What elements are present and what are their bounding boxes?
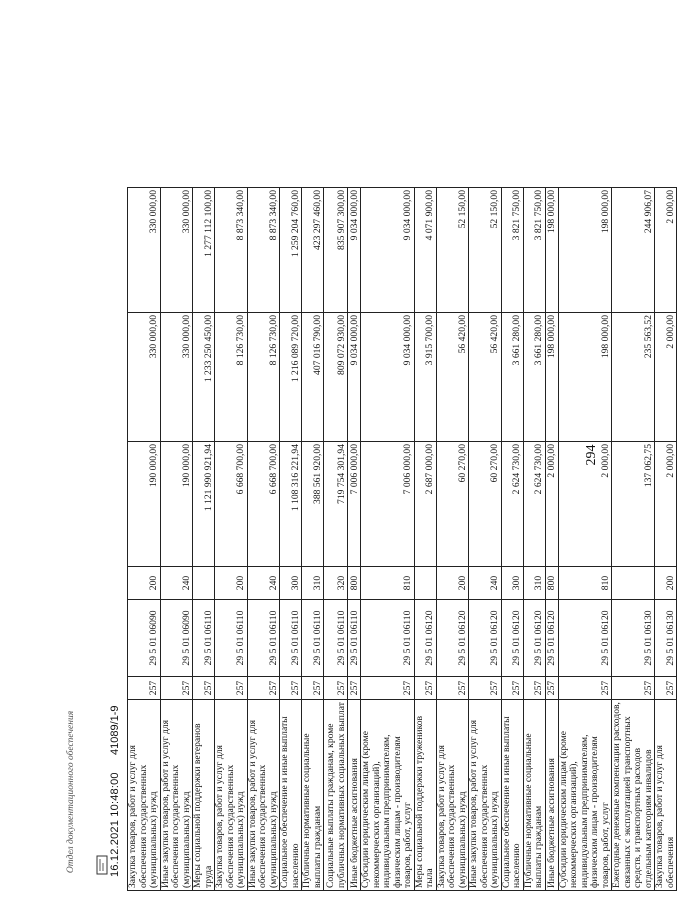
row-vr-cell xyxy=(324,567,348,600)
row-vr-text: 310 xyxy=(533,575,544,591)
row-code-text: 257 xyxy=(511,680,522,696)
row-code-text: 257 xyxy=(180,680,192,696)
row-amount-2023-text: 1 233 250 450,00 xyxy=(202,315,214,383)
row-code-cell xyxy=(523,677,545,700)
row-code-text: 257 xyxy=(402,680,413,696)
row-amount-2022-text: 2 687 000,00 xyxy=(424,444,435,495)
row-csr-cell xyxy=(280,600,302,677)
row-amount-2022-cell xyxy=(436,442,469,567)
row-code-text: 257 xyxy=(546,680,557,696)
row-amount-2024-cell xyxy=(302,188,324,313)
table-row xyxy=(324,188,348,891)
row-name-text: Иные бюджетные ассигнования xyxy=(348,758,360,888)
table-row xyxy=(523,188,545,891)
row-amount-2023-cell xyxy=(558,313,612,442)
row-vr-text: 200 xyxy=(235,575,246,591)
row-amount-2023-text: 56 420,00 xyxy=(456,315,468,354)
row-name-cell xyxy=(302,700,324,891)
row-amount-2024-text: 52 150,00 xyxy=(456,190,468,229)
row-amount-2023-text: 1 216 089 720,00 xyxy=(289,315,301,383)
row-name-cell xyxy=(436,700,469,891)
table-row xyxy=(558,188,612,891)
row-amount-2024-cell xyxy=(193,188,215,313)
row-csr-text: 29 5 01 06090 xyxy=(148,610,159,666)
row-csr-cell xyxy=(193,600,215,677)
row-code-cell xyxy=(193,677,215,700)
row-amount-2022-text: 7 006 000,00 xyxy=(348,444,360,495)
row-code-cell xyxy=(436,677,469,700)
row-amount-2022-text: 190 000,00 xyxy=(180,444,192,488)
row-code-text: 257 xyxy=(642,680,654,696)
row-csr-text: 29 5 01 06120 xyxy=(511,610,522,666)
row-name-text: Меры социальной поддержки ветеранов труда xyxy=(192,723,214,888)
row-code-cell xyxy=(612,677,655,700)
row-vr-cell xyxy=(501,567,523,600)
row-csr-text: 29 5 01 06110 xyxy=(348,610,360,666)
row-amount-2022-text: 60 270,00 xyxy=(456,444,468,483)
row-amount-2024-text: 198 000,00 xyxy=(546,190,557,234)
row-vr-text: 200 xyxy=(148,575,159,591)
table-row xyxy=(469,188,502,891)
row-amount-2022-cell xyxy=(324,442,348,567)
row-vr-text: 240 xyxy=(267,575,279,591)
row-amount-2023-cell xyxy=(280,313,302,442)
row-amount-2024-text: 1 259 204 760,00 xyxy=(289,190,301,258)
row-csr-text: 29 5 01 06130 xyxy=(642,610,654,666)
table-row xyxy=(545,188,558,891)
row-code-text: 257 xyxy=(456,680,468,696)
row-amount-2023-cell xyxy=(469,313,502,442)
row-vr-text: 240 xyxy=(489,575,500,591)
row-csr-cell xyxy=(523,600,545,677)
row-amount-2022-text: 6 668 700,00 xyxy=(267,444,279,495)
row-amount-2024-text: 423 297 460,00 xyxy=(311,190,323,250)
row-amount-2024-cell xyxy=(523,188,545,313)
row-amount-2024-cell xyxy=(128,188,161,313)
row-amount-2023-cell xyxy=(193,313,215,442)
row-name-cell xyxy=(348,700,361,891)
row-amount-2024-text: 1 277 112 100,00 xyxy=(202,190,214,257)
table-row xyxy=(128,188,161,891)
row-amount-2022-text: 2 624 730,00 xyxy=(533,444,544,495)
row-amount-2023-cell xyxy=(348,313,361,442)
row-csr-text: 29 5 01 06110 xyxy=(235,610,246,666)
row-amount-2022-text: 190 000,00 xyxy=(148,444,159,488)
row-csr-cell xyxy=(215,600,248,677)
table-row xyxy=(280,188,302,891)
row-amount-2022-cell xyxy=(348,442,361,567)
table-row xyxy=(501,188,523,891)
row-amount-2023-cell xyxy=(523,313,545,442)
row-amount-2023-text: 198 000,00 xyxy=(599,315,611,359)
row-code-cell xyxy=(545,677,558,700)
table-row xyxy=(655,188,677,891)
row-amount-2024-cell xyxy=(247,188,280,313)
row-amount-2023-cell xyxy=(545,313,558,442)
row-name-cell xyxy=(501,700,523,891)
row-code-cell xyxy=(558,677,612,700)
row-amount-2022-cell xyxy=(280,442,302,567)
row-csr-text: 29 5 01 06120 xyxy=(599,610,611,666)
row-amount-2022-text: 1 108 316 221,94 xyxy=(289,444,301,512)
table-row xyxy=(414,188,436,891)
row-amount-2023-text: 8 126 730,00 xyxy=(267,315,279,366)
row-csr-text: 29 5 01 06120 xyxy=(546,610,557,666)
row-vr-cell xyxy=(414,567,436,600)
row-amount-2023-text: 235 563,52 xyxy=(642,315,654,359)
row-amount-2024-text: 8 873 340,00 xyxy=(235,190,246,241)
row-name-cell xyxy=(193,700,215,891)
row-amount-2023-cell xyxy=(324,313,348,442)
row-amount-2023-text: 2 000,00 xyxy=(664,315,676,349)
row-code-cell xyxy=(324,677,348,700)
row-amount-2022-text: 2 000,00 xyxy=(599,444,611,478)
row-vr-text: 810 xyxy=(402,575,413,591)
row-code-text: 257 xyxy=(267,680,279,696)
row-vr-text: 200 xyxy=(456,575,468,591)
row-csr-cell xyxy=(361,600,415,677)
row-vr-cell xyxy=(160,567,193,600)
row-vr-cell xyxy=(361,567,415,600)
row-vr-text: 200 xyxy=(664,575,676,591)
row-amount-2023-cell xyxy=(361,313,415,442)
row-code-text: 257 xyxy=(533,680,544,696)
row-name-cell xyxy=(324,700,348,891)
row-name-cell xyxy=(280,700,302,891)
row-code-cell xyxy=(501,677,523,700)
row-name-cell xyxy=(545,700,558,891)
row-name-cell xyxy=(128,700,161,891)
row-amount-2022-text: 137 062,75 xyxy=(642,444,654,488)
footer-date: 16.12.2021 10:48:00 xyxy=(109,772,121,877)
row-vr-cell xyxy=(280,567,302,600)
row-amount-2024-text: 8 873 340,00 xyxy=(267,190,279,241)
row-amount-2023-cell xyxy=(501,313,523,442)
row-vr-cell xyxy=(215,567,248,600)
row-csr-text: 29 5 01 06110 xyxy=(311,610,323,666)
row-code-text: 257 xyxy=(202,680,214,696)
row-csr-cell xyxy=(655,600,677,677)
row-name-cell xyxy=(558,700,612,891)
row-amount-2023-text: 3 915 700,00 xyxy=(424,315,435,366)
row-code-cell xyxy=(215,677,248,700)
table-row xyxy=(612,188,655,891)
page-number: 294 xyxy=(584,444,599,466)
row-amount-2024-text: 2 000,00 xyxy=(664,190,676,224)
row-vr-cell xyxy=(469,567,502,600)
row-amount-2023-cell xyxy=(612,313,655,442)
row-amount-2022-text: 60 270,00 xyxy=(489,444,500,483)
row-csr-cell xyxy=(414,600,436,677)
row-amount-2024-cell xyxy=(436,188,469,313)
row-code-text: 257 xyxy=(311,680,323,696)
row-amount-2024-text: 52 150,00 xyxy=(489,190,500,229)
row-vr-cell xyxy=(348,567,361,600)
row-name-cell xyxy=(215,700,248,891)
row-name-cell xyxy=(247,700,280,891)
row-amount-2023-text: 3 661 280,00 xyxy=(511,315,522,366)
row-amount-2022-cell xyxy=(469,442,502,567)
department-stamp: Отдел документационного обеспечения xyxy=(66,710,76,874)
row-vr-text: 310 xyxy=(311,575,323,591)
row-amount-2024-text: 330 000,00 xyxy=(148,190,159,234)
row-name-text: Публичные нормативные социальные выплаты гражданам xyxy=(301,733,323,888)
table-row xyxy=(436,188,469,891)
row-amount-2024-cell xyxy=(655,188,677,313)
row-csr-text: 29 5 01 06120 xyxy=(456,610,468,666)
row-name-text: Иные закупки товаров, работ и услуг для обеспечения государственных (муниципальных) нужд xyxy=(468,719,500,888)
row-amount-2024-text: 330 000,00 xyxy=(180,190,192,234)
row-name-text: Закупка товаров, работ и услуг для обеспечения государственных (муниципальных) нужд xyxy=(435,745,468,888)
row-name-text: Меры социальной поддержки тружеников тыла xyxy=(413,715,435,888)
row-code-text: 257 xyxy=(289,680,301,696)
row-amount-2022-cell xyxy=(558,442,612,567)
budget-table xyxy=(127,187,677,891)
row-csr-cell xyxy=(160,600,193,677)
row-amount-2023-text: 3 661 280,00 xyxy=(533,315,544,366)
row-amount-2023-cell xyxy=(655,313,677,442)
row-name-text: Иные бюджетные ассигнования xyxy=(546,758,557,888)
table-row xyxy=(361,188,415,891)
table-row xyxy=(247,188,280,891)
row-amount-2022-cell xyxy=(302,442,324,567)
row-csr-text: 29 5 01 06130 xyxy=(664,610,676,666)
row-amount-2023-text: 9 034 000,00 xyxy=(348,315,360,366)
row-amount-2022-text: 1 121 990 921,94 xyxy=(202,444,214,512)
document-stamp-icon xyxy=(96,855,108,875)
row-amount-2023-cell xyxy=(160,313,193,442)
row-amount-2024-cell xyxy=(414,188,436,313)
row-amount-2022-text: 7 006 000,00 xyxy=(402,444,413,495)
row-vr-text: 810 xyxy=(599,575,611,591)
row-amount-2023-cell xyxy=(414,313,436,442)
row-amount-2023-cell xyxy=(128,313,161,442)
row-amount-2023-text: 809 072 930,00 xyxy=(335,315,347,375)
row-amount-2024-cell xyxy=(280,188,302,313)
row-code-text: 257 xyxy=(489,680,500,696)
row-vr-cell xyxy=(545,567,558,600)
row-vr-text: 300 xyxy=(511,575,522,591)
row-name-cell xyxy=(655,700,677,891)
row-csr-cell xyxy=(302,600,324,677)
table-row xyxy=(302,188,324,891)
row-amount-2024-cell xyxy=(348,188,361,313)
row-csr-text: 29 5 01 06110 xyxy=(267,610,279,666)
row-amount-2022-cell xyxy=(612,442,655,567)
row-amount-2022-cell xyxy=(247,442,280,567)
row-name-text: Закупка товаров, работ и услуг для обеспечения xyxy=(654,745,676,888)
row-amount-2024-cell xyxy=(324,188,348,313)
row-amount-2023-text: 407 016 790,00 xyxy=(311,315,323,375)
row-csr-cell xyxy=(247,600,280,677)
row-csr-cell xyxy=(612,600,655,677)
row-vr-cell xyxy=(436,567,469,600)
row-name-text: Иные закупки товаров, работ и услуг для обеспечения государственных (муниципальных) нужд xyxy=(159,719,192,888)
row-amount-2024-cell xyxy=(612,188,655,313)
row-amount-2023-text: 198 000,00 xyxy=(546,315,557,359)
row-name-text: Ежегодные денежные компенсации расходов, связанных с эксплуатацией транспортных средств, и транспортных расходов отдельным категориям инвалидов xyxy=(611,702,654,888)
row-code-cell xyxy=(247,677,280,700)
row-csr-cell xyxy=(324,600,348,677)
row-code-cell xyxy=(414,677,436,700)
row-csr-cell xyxy=(469,600,502,677)
row-amount-2022-text: 2 000,00 xyxy=(664,444,676,478)
row-name-cell xyxy=(160,700,193,891)
row-amount-2022-cell xyxy=(501,442,523,567)
row-amount-2024-text: 4 071 900,00 xyxy=(424,190,435,241)
row-code-cell xyxy=(302,677,324,700)
row-name-cell xyxy=(523,700,545,891)
row-amount-2024-cell xyxy=(361,188,415,313)
row-name-text: Субсидии юридическим лицам (кроме некоммерческих организаций), индивидуальным предпринимателям, физическим лицам - производителям товаров, работ, услуг xyxy=(360,731,413,888)
row-amount-2023-text: 330 000,00 xyxy=(180,315,192,359)
row-vr-cell xyxy=(523,567,545,600)
row-name-cell xyxy=(469,700,502,891)
row-vr-cell xyxy=(302,567,324,600)
row-vr-text: 800 xyxy=(546,575,557,591)
row-amount-2024-text: 244 906,07 xyxy=(642,190,654,234)
row-amount-2023-cell xyxy=(215,313,248,442)
row-vr-text: 800 xyxy=(348,575,360,591)
row-amount-2022-cell xyxy=(361,442,415,567)
row-vr-text: 300 xyxy=(289,575,301,591)
row-amount-2024-cell xyxy=(545,188,558,313)
row-vr-cell xyxy=(193,567,215,600)
row-csr-text: 29 5 01 06110 xyxy=(202,610,214,666)
row-csr-text: 29 5 01 06110 xyxy=(402,610,413,666)
row-amount-2024-text: 198 000,00 xyxy=(599,190,611,234)
table-row xyxy=(193,188,215,891)
row-name-text: Публичные нормативные социальные выплаты гражданам xyxy=(522,733,544,888)
row-code-text: 257 xyxy=(348,680,360,696)
row-amount-2022-text: 2 000,00 xyxy=(546,444,557,478)
row-name-text: Социальное обеспечение и иные выплаты населению xyxy=(279,716,301,888)
row-csr-text: 29 5 01 06090 xyxy=(180,610,192,666)
row-code-text: 257 xyxy=(148,680,159,696)
row-name-text: Иные закупки товаров, работ и услуг для обеспечения государственных (муниципальных) нужд xyxy=(246,719,279,888)
footer-doc-code: 41089/1-9 xyxy=(109,705,121,755)
row-vr-cell xyxy=(655,567,677,600)
row-code-cell xyxy=(469,677,502,700)
row-amount-2024-text: 9 034 000,00 xyxy=(348,190,360,241)
row-amount-2024-cell xyxy=(469,188,502,313)
row-csr-text: 29 5 01 06110 xyxy=(289,610,301,666)
row-name-text: Социальные выплаты гражданам, кроме публичных нормативных социальных выплат xyxy=(325,702,347,888)
row-code-text: 257 xyxy=(599,680,611,696)
row-csr-cell xyxy=(128,600,161,677)
row-vr-cell xyxy=(558,567,612,600)
row-amount-2023-cell xyxy=(436,313,469,442)
row-amount-2023-text: 9 034 000,00 xyxy=(402,315,413,366)
row-amount-2024-cell xyxy=(558,188,612,313)
table-row xyxy=(215,188,248,891)
row-name-text: Закупка товаров, работ и услуг для обеспечения государственных (муниципальных) нужд xyxy=(127,745,159,888)
row-vr-cell xyxy=(612,567,655,600)
row-amount-2022-text: 719 754 301,94 xyxy=(335,444,347,504)
row-code-cell xyxy=(361,677,415,700)
row-code-text: 257 xyxy=(235,680,246,696)
row-name-cell xyxy=(612,700,655,891)
row-name-text: Социальное обеспечение и иные выплаты населению xyxy=(500,716,522,888)
row-amount-2023-cell xyxy=(247,313,280,442)
row-name-cell xyxy=(361,700,415,891)
row-amount-2022-cell xyxy=(414,442,436,567)
row-name-cell xyxy=(414,700,436,891)
row-csr-cell xyxy=(545,600,558,677)
row-amount-2022-text: 388 561 920,00 xyxy=(311,444,323,504)
row-amount-2024-text: 3 821 750,00 xyxy=(511,190,522,241)
row-amount-2022-text: 6 668 700,00 xyxy=(235,444,246,495)
row-csr-text: 29 5 01 06120 xyxy=(424,610,435,666)
row-amount-2022-cell xyxy=(545,442,558,567)
row-code-cell xyxy=(280,677,302,700)
row-amount-2022-cell xyxy=(215,442,248,567)
row-amount-2023-text: 330 000,00 xyxy=(148,315,159,359)
row-code-cell xyxy=(655,677,677,700)
row-amount-2024-cell xyxy=(215,188,248,313)
row-csr-text: 29 5 01 06120 xyxy=(489,610,500,666)
row-amount-2022-cell xyxy=(655,442,677,567)
table-row xyxy=(348,188,361,891)
row-name-text: Закупка товаров, работ и услуг для обеспечения государственных (муниципальных) нужд xyxy=(214,745,246,888)
row-vr-text: 320 xyxy=(335,575,347,591)
row-vr-cell xyxy=(247,567,280,600)
row-csr-cell xyxy=(558,600,612,677)
row-amount-2024-cell xyxy=(160,188,193,313)
row-amount-2024-text: 3 821 750,00 xyxy=(533,190,544,241)
row-vr-text: 240 xyxy=(180,575,192,591)
row-amount-2024-text: 835 907 300,00 xyxy=(335,190,347,250)
row-code-cell xyxy=(128,677,161,700)
row-amount-2024-text: 9 034 000,00 xyxy=(402,190,413,241)
row-amount-2022-cell xyxy=(128,442,161,567)
table-row xyxy=(160,188,193,891)
row-code-text: 257 xyxy=(335,680,347,696)
row-code-text: 257 xyxy=(424,680,435,696)
row-csr-cell xyxy=(501,600,523,677)
row-amount-2023-text: 56 420,00 xyxy=(489,315,500,354)
row-amount-2022-text: 2 624 730,00 xyxy=(511,444,522,495)
row-vr-cell xyxy=(128,567,161,600)
row-amount-2022-cell xyxy=(193,442,215,567)
row-code-cell xyxy=(160,677,193,700)
row-csr-cell xyxy=(436,600,469,677)
row-amount-2023-cell xyxy=(302,313,324,442)
row-code-cell xyxy=(348,677,361,700)
row-amount-2023-text: 8 126 730,00 xyxy=(235,315,246,366)
row-amount-2022-cell xyxy=(160,442,193,567)
row-csr-text: 29 5 01 06110 xyxy=(335,610,347,666)
row-csr-text: 29 5 01 06120 xyxy=(533,610,544,666)
row-code-text: 257 xyxy=(664,680,676,696)
row-amount-2022-cell xyxy=(523,442,545,567)
row-amount-2024-cell xyxy=(501,188,523,313)
row-csr-cell xyxy=(348,600,361,677)
row-name-text: Субсидии юридическим лицам (кроме некоммерческих организаций), индивидуальным предпринимателям, физическим лицам - производителям товаров, работ, услуг xyxy=(557,731,611,888)
